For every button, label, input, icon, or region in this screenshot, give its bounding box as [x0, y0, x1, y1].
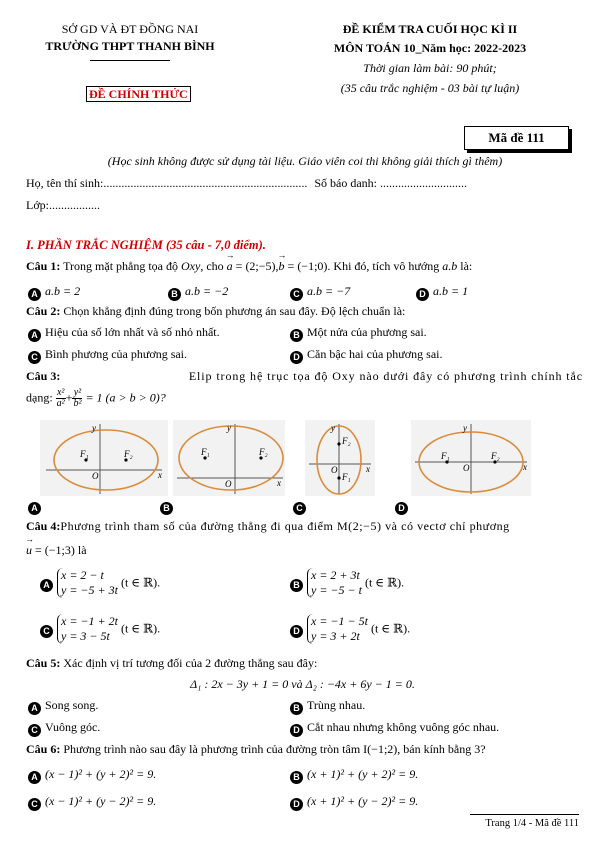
q3-frac-y — [72, 388, 82, 409]
q6-option-a-text: (x − 1)² + (y + 2)² = 9. — [45, 767, 157, 781]
q1-option-a[interactable] — [28, 284, 80, 301]
q1-ab: a.b — [442, 259, 458, 273]
ellipse-figure-d — [411, 420, 531, 496]
exam-time: Thời gian làm bài: 90 phút; — [363, 61, 497, 75]
q6-label: Câu 6: — [26, 742, 61, 756]
q5-option-b[interactable] — [290, 698, 365, 715]
option-letter: A — [28, 329, 41, 342]
q2-option-d[interactable] — [290, 347, 442, 364]
option-letter: D — [290, 724, 303, 737]
sys-line: y = 3 − 5t — [61, 629, 110, 643]
exam-note: (Học sinh không được sử dụng tài liệu. Giáo viên coi thi không giải thích gì thêm) — [107, 154, 503, 168]
origin-label: O — [225, 479, 232, 489]
official-badge — [86, 87, 191, 102]
q6-option-a[interactable] — [28, 767, 156, 784]
student-id-field[interactable]: Số báo danh: ............................. — [314, 176, 468, 190]
option-letter: D — [395, 502, 408, 515]
q1-text-d: là: — [457, 259, 473, 273]
q2-text: Chọn khẳng định đúng trong bốn phương án sau đây. Độ lệch chuẩn là: — [60, 304, 406, 318]
q1-text-c: . Khi đó, tích vô hướng — [327, 259, 443, 273]
q6-option-d-text: (x + 1)² + (y − 2)² = 9. — [307, 794, 419, 808]
q1-option-d-text: a.b = 1 — [433, 284, 469, 298]
option-letter: B — [290, 579, 303, 592]
f2-label: F₂ — [342, 436, 351, 446]
q3-option-c[interactable] — [293, 498, 310, 515]
official-text: ĐỀ CHÍNH THỨC — [86, 86, 191, 102]
frac-den: a² — [56, 398, 65, 409]
q2-option-b-text: Một nửa của phương sai. — [307, 325, 427, 339]
q4-param: (t ∈ ℝ). — [120, 575, 161, 590]
sys-line: x = 2 − t — [61, 568, 104, 582]
q4-system-c — [57, 614, 118, 644]
figure-bg — [305, 420, 375, 496]
figure-bg — [40, 420, 168, 496]
option-letter: C — [28, 351, 41, 364]
q1-vec-b: → b — [279, 259, 285, 273]
q5-option-a[interactable] — [28, 698, 98, 715]
q4-option-b[interactable] — [290, 568, 404, 598]
f1-label: F₁ — [342, 472, 351, 482]
option-letter: A — [28, 502, 41, 515]
f1-label: F₁ — [80, 449, 89, 459]
origin-label: O — [331, 465, 338, 475]
dept-name: SỞ GD VÀ ĐT ĐỒNG NAI — [61, 22, 199, 36]
q1-oxy: Oxy — [181, 259, 201, 273]
q5-option-a-text: Song song. — [45, 698, 99, 712]
subject-line: MÔN TOÁN 10_Năm học: 2022-2023 — [333, 41, 527, 55]
focus-f1 — [337, 476, 340, 479]
option-letter: B — [168, 288, 181, 301]
sys-line: y = 3 + 2t — [311, 629, 360, 643]
x-label: x — [158, 470, 162, 480]
y-label: y — [331, 423, 335, 433]
option-letter: A — [28, 702, 41, 715]
q3-dang: dạng: — [26, 390, 53, 405]
q2-label: Câu 2: — [26, 304, 61, 318]
frac-num: x² — [56, 387, 65, 398]
q4-vec-u: → u — [26, 543, 32, 557]
ellipse-figure-c — [305, 420, 375, 496]
q1-option-b-text: a.b = −2 — [185, 284, 229, 298]
section-title: I. PHẦN TRẮC NGHIỆM (35 câu - 7,0 điểm). — [26, 238, 266, 252]
sys-line: x = −1 − 5t — [311, 614, 368, 628]
sys-line: x = −1 + 2t — [61, 614, 118, 628]
q4-system-d — [307, 614, 368, 644]
option-letter: A — [28, 288, 41, 301]
header-left — [30, 22, 230, 61]
q2-option-a[interactable] — [28, 325, 220, 342]
q4-option-d[interactable] — [290, 614, 410, 644]
exam-code: Mã đề 111 — [488, 130, 545, 145]
y-label: y — [92, 423, 96, 433]
f1-label: F₁ — [201, 447, 210, 457]
y-label: y — [227, 423, 231, 433]
option-letter: B — [160, 502, 173, 515]
q6-option-b[interactable] — [290, 767, 418, 784]
footer-rule — [470, 814, 579, 815]
x-label: x — [277, 478, 281, 488]
option-letter: C — [293, 502, 306, 515]
q3-plus: + — [65, 390, 73, 405]
q5-option-c[interactable] — [28, 720, 100, 737]
question-4 — [26, 519, 583, 534]
q6-option-b-text: (x + 1)² + (y + 2)² = 9. — [307, 767, 419, 781]
sys-line: y = −5 − t — [311, 583, 362, 597]
y-label: y — [463, 423, 467, 433]
q3-option-b[interactable] — [160, 498, 177, 515]
q2-option-d-text: Căn bậc hai của phương sai. — [307, 347, 443, 361]
q1-eq-b: = (−1;0) — [284, 259, 328, 273]
q1-label: Câu 1: — [26, 259, 61, 273]
q1-option-c-text: a.b = −7 — [307, 284, 351, 298]
x-label: x — [366, 464, 370, 474]
q3-frac-x — [56, 388, 66, 409]
q1-text-b: , cho — [200, 259, 227, 273]
q6-option-c-text: (x − 1)² + (y − 2)² = 9. — [45, 794, 157, 808]
student-info-row — [26, 176, 583, 191]
option-letter: B — [290, 702, 303, 715]
x-label: x — [523, 462, 527, 472]
q1-option-c[interactable] — [290, 284, 350, 301]
q5-text: Xác định vị trí tương đối của 2 đường thẳng sau đây: — [60, 656, 318, 670]
origin-label: O — [92, 471, 99, 481]
q5-lines: Δ₁ : 2x − 3y + 1 = 0 và Δ₂ : −4x + 6y − 1 = 0. — [190, 677, 415, 691]
f2-label: F₂ — [491, 451, 500, 461]
q4-option-c[interactable] — [40, 614, 160, 644]
q4-option-a[interactable] — [40, 568, 160, 598]
q5-option-b-text: Trùng nhau. — [307, 698, 366, 712]
option-letter: A — [40, 579, 53, 592]
q4-text: Phương trình tham số của đường thẳng đi qua điểm M(2;−5) và có vectơ chỉ phương — [60, 519, 510, 533]
ellipse-figure-a — [40, 420, 168, 496]
q4-system-b — [307, 568, 362, 598]
q5-label: Câu 5: — [26, 656, 61, 670]
question-2 — [26, 304, 583, 319]
exam-structure: (35 câu trắc nghiệm - 03 bài tự luận) — [340, 81, 520, 95]
q4-param: (t ∈ ℝ). — [364, 575, 405, 590]
student-name-field[interactable]: Họ, tên thí sinh:.................................................................... — [26, 176, 308, 190]
q1-text: Trong mặt phẳng tọa độ — [60, 259, 182, 273]
option-letter: A — [28, 771, 41, 784]
option-letter: D — [290, 625, 303, 638]
q2-option-a-text: Hiệu của số lớn nhất và số nhỏ nhất. — [45, 325, 220, 339]
question-1 — [26, 259, 583, 274]
header-right — [280, 22, 580, 96]
q5-option-c-text: Vuông góc. — [45, 720, 101, 734]
option-letter: D — [290, 798, 303, 811]
frac-den: b² — [73, 398, 82, 409]
q6-option-d[interactable] — [290, 794, 418, 811]
option-letter: C — [28, 724, 41, 737]
q2-option-b[interactable] — [290, 325, 427, 342]
focus-f2 — [337, 442, 340, 445]
q3-formula — [26, 388, 583, 409]
q2-option-c[interactable] — [28, 347, 187, 364]
q6-text: Phương trình nào sau đây là phương trình của đường tròn tâm I(−1;2), bán kính bằng 3? — [60, 742, 486, 756]
q3-text: Elip trong hệ trục tọa độ Oxy nào dưới đây có phương trình chính tắc — [188, 369, 583, 383]
q1-vec-a: → a — [227, 259, 233, 273]
class-field[interactable]: Lớp:................. — [26, 198, 101, 212]
f2-label: F₂ — [259, 447, 268, 457]
frac-num: y² — [73, 387, 82, 398]
exam-code-box — [464, 126, 569, 150]
q4-system-a — [57, 568, 118, 598]
option-letter: D — [416, 288, 429, 301]
q4-u-val: = (−1;3) là — [32, 543, 87, 557]
sys-line: x = 2 + 3t — [311, 568, 360, 582]
f1-label: F₁ — [441, 451, 450, 461]
option-letter: D — [290, 351, 303, 364]
q3-option-d[interactable] — [395, 498, 412, 515]
q1-eq-a: = (2;−5), — [232, 259, 279, 273]
option-letter: B — [290, 771, 303, 784]
q2-option-c-text: Bình phương của phương sai. — [45, 347, 188, 361]
page-footer: Trang 1/4 - Mã đề 111 — [485, 818, 579, 829]
q1-option-d[interactable] — [416, 284, 468, 301]
sys-line: y = −5 + 3t — [61, 583, 118, 597]
option-letter: B — [290, 329, 303, 342]
q6-option-c[interactable] — [28, 794, 156, 811]
question-3 — [26, 369, 583, 384]
option-letter: C — [290, 288, 303, 301]
option-letter: C — [40, 625, 53, 638]
q5-option-d[interactable] — [290, 720, 499, 737]
ellipse-figure-b — [173, 420, 285, 496]
q5-option-d-text: Cắt nhau nhưng không vuông góc nhau. — [307, 720, 500, 734]
f2-label: F₂ — [124, 449, 133, 459]
question-6 — [26, 742, 583, 757]
q4-vector-line — [26, 543, 583, 558]
question-5 — [26, 656, 583, 671]
q4-param: (t ∈ ℝ). — [120, 621, 161, 636]
q1-option-a-text: a.b = 2 — [45, 284, 81, 298]
school-name: TRƯỜNG THPT THANH BÌNH — [45, 39, 215, 53]
q3-option-a[interactable] — [28, 498, 45, 515]
q4-param: (t ∈ ℝ). — [370, 621, 411, 636]
q3-label: Câu 3: — [26, 369, 61, 383]
q4-label: Câu 4: — [26, 519, 61, 533]
option-letter: C — [28, 798, 41, 811]
exam-title: ĐỀ KIỂM TRA CUỐI HỌC KÌ II — [342, 22, 518, 36]
q3-eq: = 1 (a > b > 0)? — [85, 390, 166, 405]
header-divider — [90, 60, 170, 61]
origin-label: O — [463, 463, 470, 473]
q1-option-b[interactable] — [168, 284, 228, 301]
